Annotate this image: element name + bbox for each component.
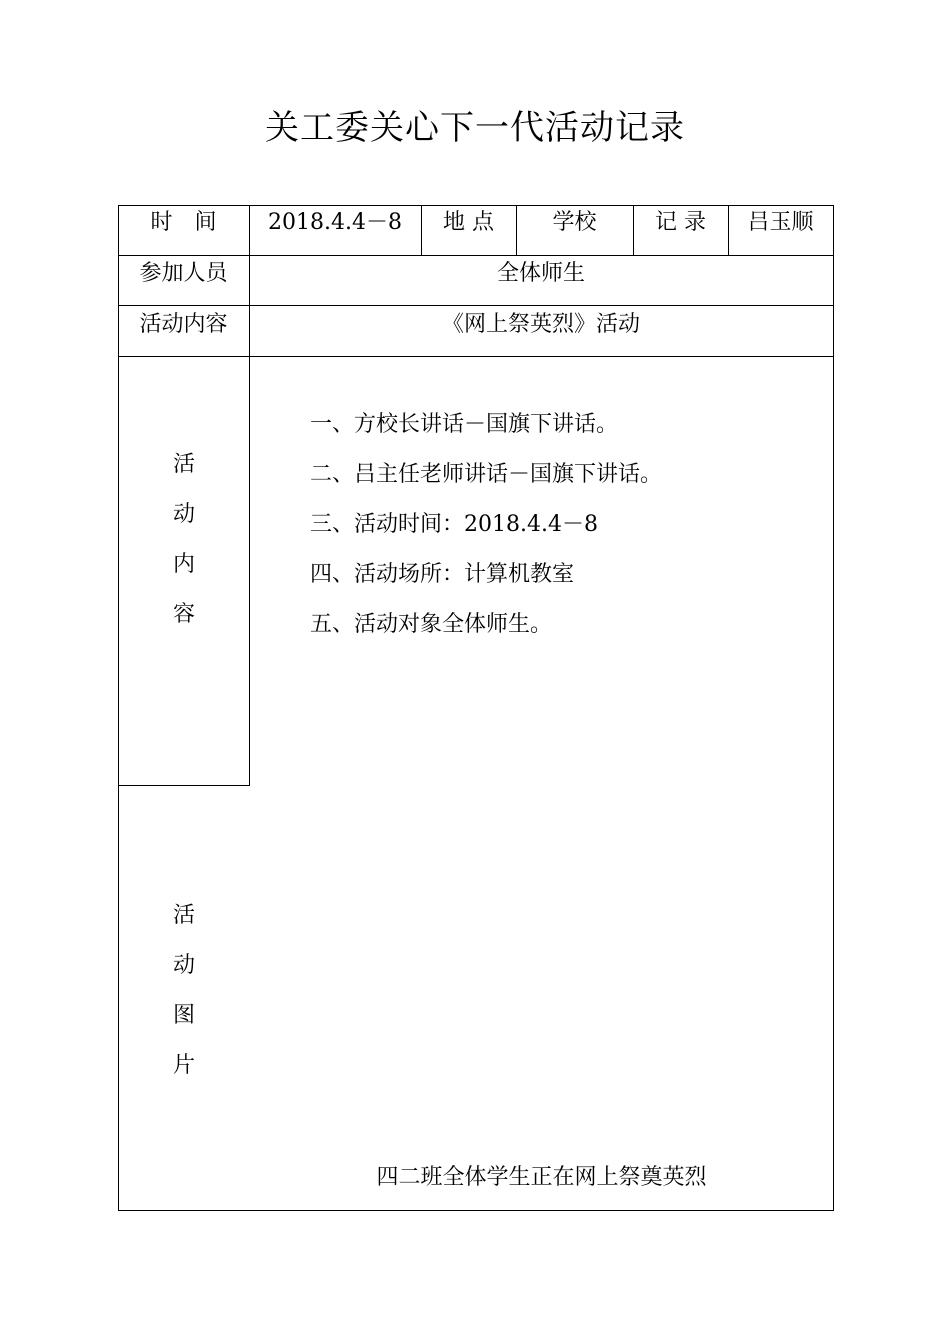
label-char: 片	[172, 1053, 195, 1078]
row-divider	[118, 356, 834, 357]
participants-value: 全体师生	[496, 261, 585, 286]
content-section-label	[169, 454, 199, 654]
label-char: 动	[172, 953, 195, 978]
content-item: 二、吕主任老师讲话－国旗下讲话。	[310, 462, 663, 487]
label-char: 活	[172, 903, 195, 928]
activity-label: 活动内容	[139, 312, 228, 337]
label-char: 动	[172, 502, 195, 527]
table-border-right	[833, 205, 834, 1211]
location-value: 学校	[552, 210, 597, 235]
recorder-label: 记 录	[655, 210, 706, 235]
row-divider	[118, 305, 834, 306]
table-border-top	[118, 205, 834, 206]
page-title: 关工委关心下一代活动记录	[265, 108, 685, 148]
recorder-value: 吕玉顺	[747, 210, 814, 235]
content-item: 三、活动时间：2018.4.4－8	[310, 512, 598, 537]
content-item: 四、活动场所：计算机教室	[310, 562, 575, 587]
label-char: 活	[172, 452, 195, 477]
photo-caption: 四二班全体学生正在网上祭奠英烈	[376, 1165, 707, 1190]
content-item: 五、活动对象全体师生。	[310, 612, 553, 637]
label-char: 内	[172, 552, 195, 577]
photo-section-label	[169, 905, 199, 1105]
label-char: 图	[172, 1003, 195, 1028]
row-divider	[118, 255, 834, 256]
table-border-left	[118, 205, 119, 1211]
label-char: 容	[172, 602, 195, 627]
participants-label: 参加人员	[139, 261, 228, 286]
table-border-bottom	[118, 1210, 834, 1211]
location-label: 地 点	[443, 210, 494, 235]
content-item: 一、方校长讲话－国旗下讲话。	[310, 412, 619, 437]
activity-value: 《网上祭英烈》活动	[441, 312, 640, 337]
time-value: 2018.4.4－8	[268, 210, 402, 235]
label-divider	[118, 785, 249, 786]
label-column-divider	[249, 205, 250, 786]
time-label: 时 间	[150, 210, 217, 235]
